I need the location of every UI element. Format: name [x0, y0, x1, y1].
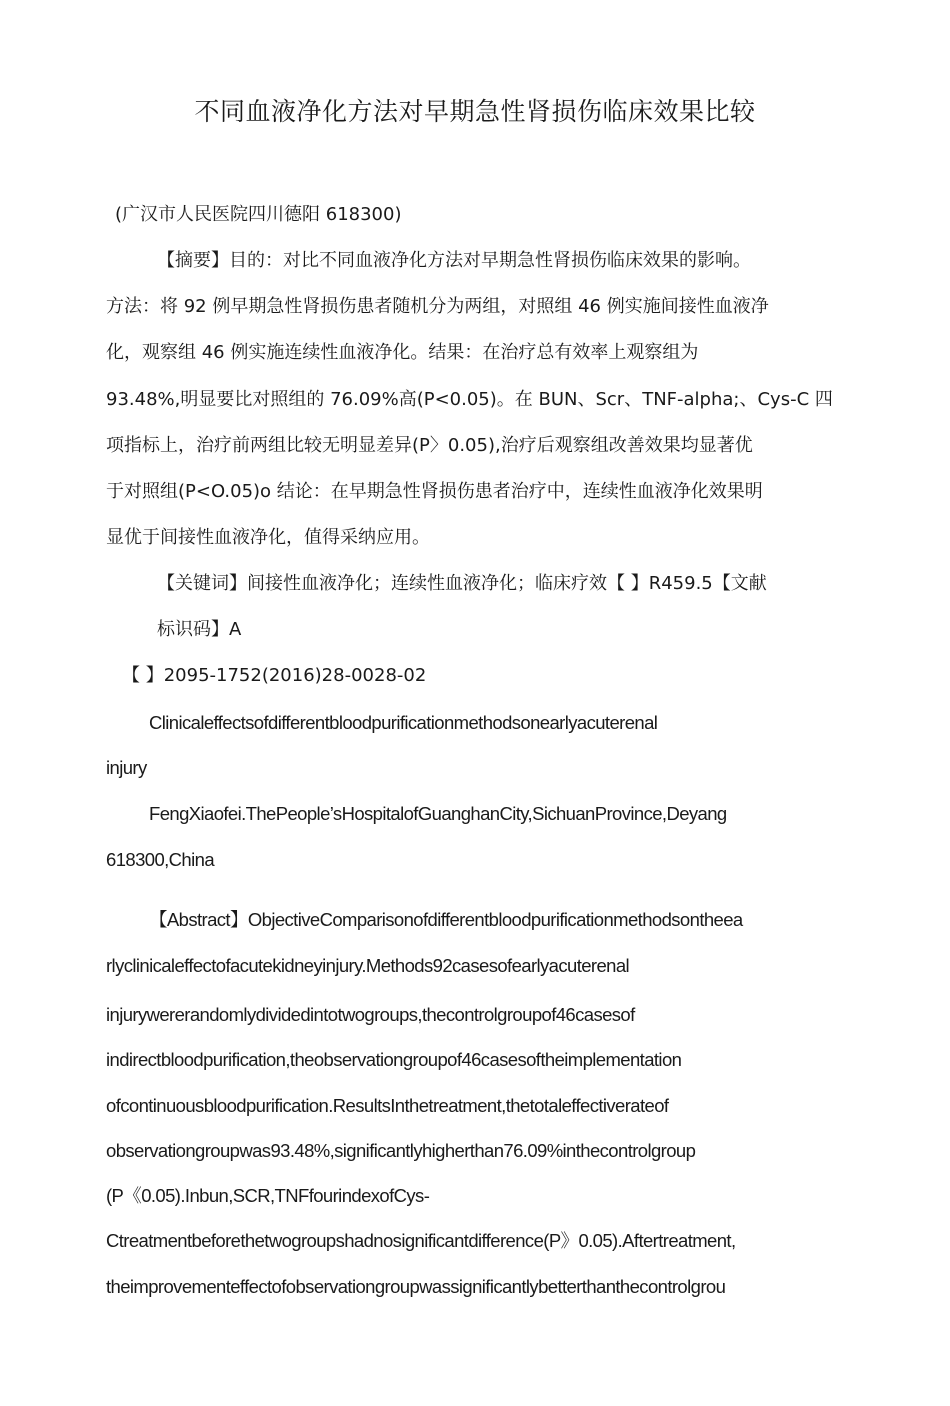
- english-author-line: 618300,China: [106, 849, 215, 870]
- english-author-line: FengXiaofei.ThePeople’sHospitalofGuanghanCity,SichuanProvince,Deyang: [149, 803, 727, 824]
- abstract-cn-line: 方法：将 92 例早期急性肾损伤患者随机分为两组，对照组 46 例实施间接性血液净: [106, 296, 769, 317]
- keywords-line: 【关键词】间接性血液净化；连续性血液净化；临床疗效【 】R459.5【文献: [157, 573, 767, 594]
- abstract-en-line: injurywererandomlydividedintotwogroups,thecontrolgroupof46casesof: [106, 1004, 635, 1025]
- abstract-en-line: theimprovementeffectofobservationgroupwassignificantlybetterthanthecontrolgrou: [106, 1276, 726, 1297]
- abstract-cn-line: 于对照组(P<O.05)o 结论：在早期急性肾损伤患者治疗中，连续性血液净化效果明: [106, 481, 763, 502]
- abstract-en-line: rlyclinicaleffectofacutekidneyinjury.Methods92casesofearlyacuterenal: [106, 955, 630, 976]
- keywords-line: 标识码】A: [157, 619, 242, 640]
- abstract-cn-line: 化，观察组 46 例实施连续性血液净化。结果：在治疗总有效率上观察组为: [106, 342, 699, 363]
- paper-title: 不同血液净化方法对早期急性肾损伤临床效果比较: [194, 97, 756, 126]
- abstract-en-line: (P《0.05).Inbun,SCR,TNFfourindexofCys-: [106, 1185, 430, 1206]
- abstract-cn-line: 显优于间接性血液净化，值得采纳应用。: [106, 527, 430, 548]
- abstract-cn-line: 【摘要】目的：对比不同血液净化方法对早期急性肾损伤临床效果的影响。: [157, 250, 751, 271]
- abstract-cn-line: 93.48%,明显要比对照组的 76.09%高(P<0.05)。在 BUN、Scr、TNF-alpha;、Cys-C 四: [106, 389, 833, 410]
- english-title-line: Clinicaleffectsofdifferentbloodpurificationmethodsonearlyacuterenal: [149, 712, 658, 733]
- affiliation: (广汉市人民医院四川德阳 618300): [115, 204, 402, 225]
- abstract-en-line: indirectbloodpurification,theobservationgroupof46casesoftheimplementation: [106, 1049, 682, 1070]
- abstract-en-line: Ctreatmentbeforethetwogroupshadnosignificantdifference(P》0.05).Aftertreatment,: [106, 1230, 736, 1251]
- abstract-cn-line: 项指标上，治疗前两组比较无明显差异(P〉0.05),治疗后观察组改善效果均显著优: [106, 435, 753, 456]
- abstract-en-line: ofcontinuousbloodpurification.ResultsInthetreatment,thetotaleffectiverateof: [106, 1095, 669, 1116]
- english-title-line: injury: [106, 757, 147, 778]
- article-id: 【 】2095-1752(2016)28-0028-02: [122, 665, 427, 686]
- abstract-en-line: 【Abstract】ObjectiveComparisonofdifferentbloodpurificationmethodsontheea: [149, 909, 743, 930]
- abstract-en-line: observationgroupwas93.48%,significantlyhigherthan76.09%inthecontrolgroup: [106, 1140, 696, 1161]
